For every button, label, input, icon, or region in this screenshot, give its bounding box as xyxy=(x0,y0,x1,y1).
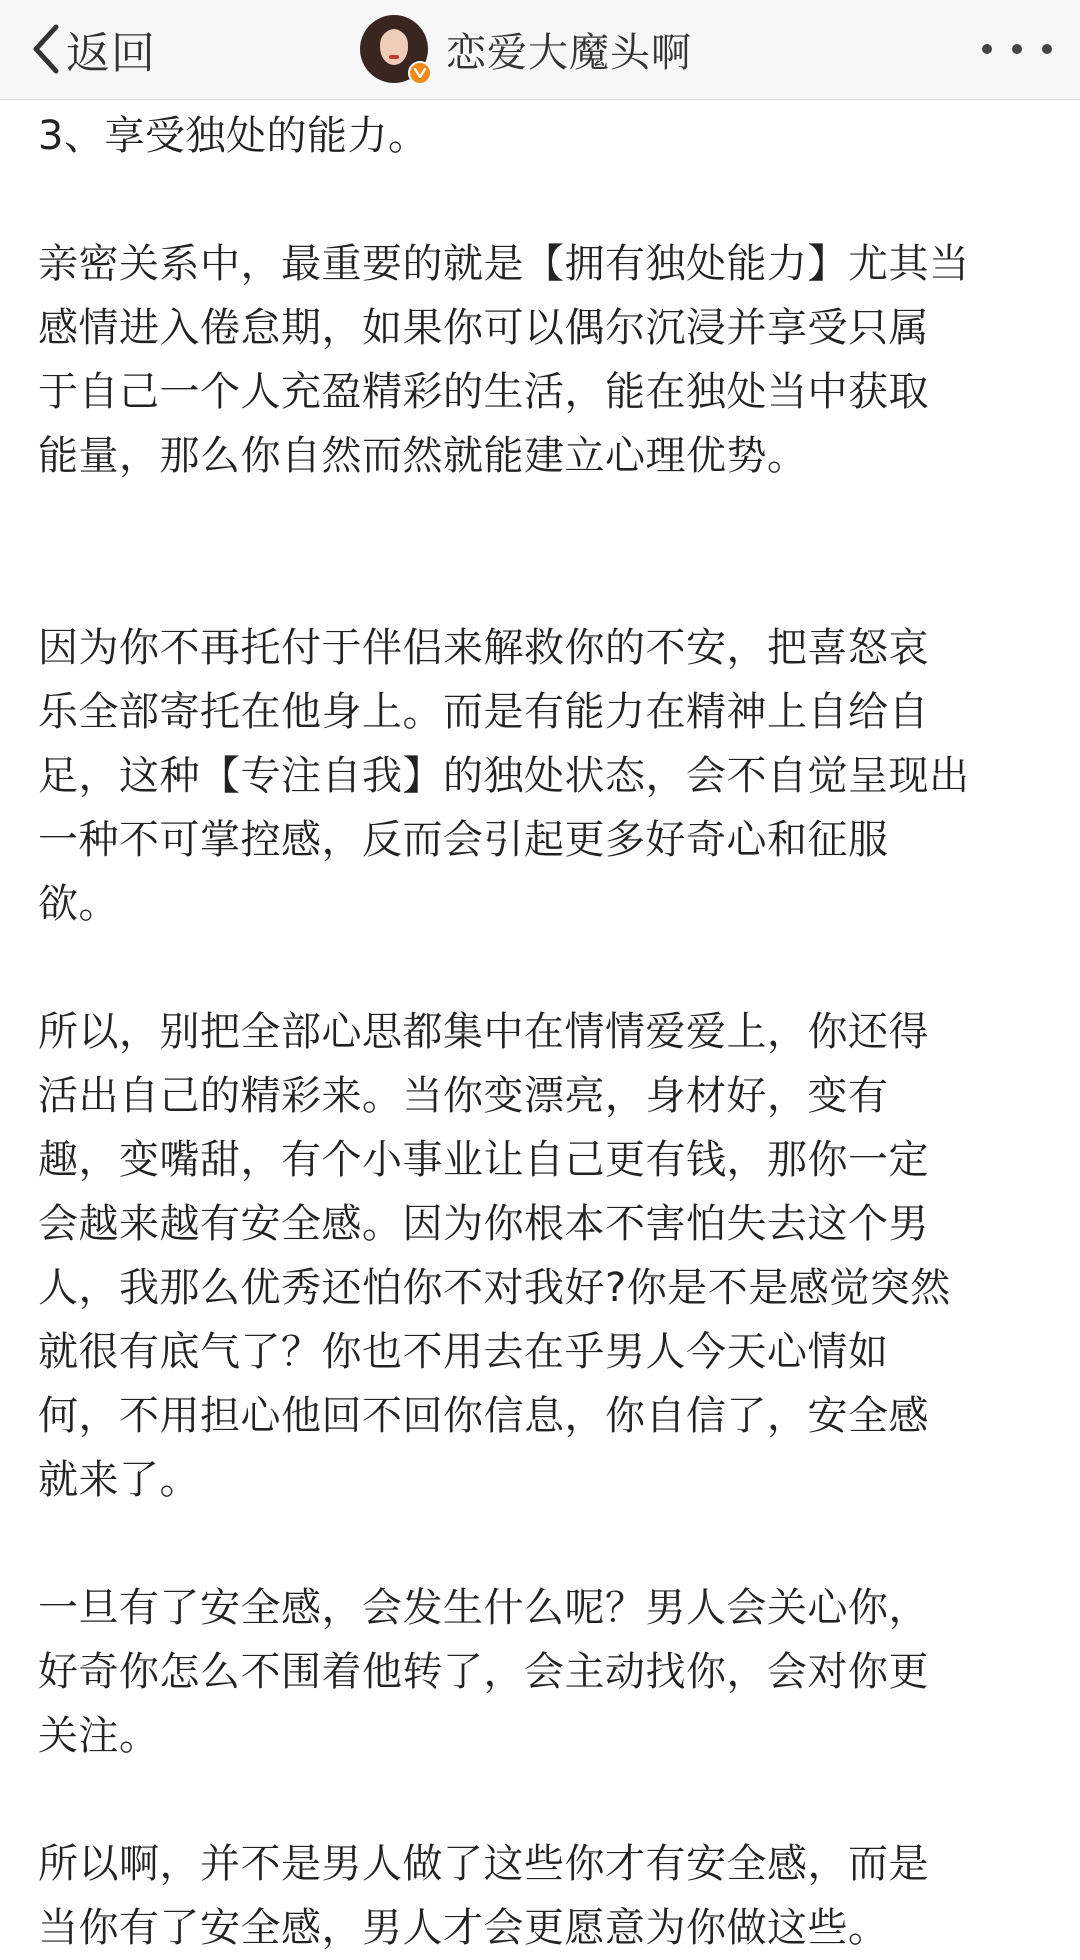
avatar-face xyxy=(380,29,408,65)
text-line: 会越来越有安全感。因为你根本不害怕失去这个男 xyxy=(38,1201,929,1247)
verified-badge-icon xyxy=(408,61,432,85)
text-line: 所以，别把全部心思都集中在情情爱爱上，你还得 xyxy=(38,1009,929,1055)
text-line: 感情进入倦怠期，如果你可以偶尔沉浸并享受只属 xyxy=(38,305,929,351)
text-line: 因为你不再托付于伴侣来解救你的不安，把喜怒哀 xyxy=(38,625,929,671)
text-line: 当你有了安全感，男人才会更愿意为你做这些。 xyxy=(38,1905,889,1951)
top-navigation-bar xyxy=(0,0,1080,100)
text-line: 就很有底气了？你也不用去在乎男人今天心情如 xyxy=(38,1329,889,1375)
dot-icon xyxy=(982,44,992,54)
text-line: 就来了。 xyxy=(38,1457,200,1503)
paragraph-5 xyxy=(38,1832,1048,1960)
text-line: 亲密关系中，最重要的就是【拥有独处能力】尤其当 xyxy=(38,241,970,287)
section-heading: 3、享受独处的能力。 xyxy=(38,113,429,159)
avatar-lips xyxy=(389,55,399,59)
text-line: 能量，那么你自然而然就能建立心理优势。 xyxy=(38,433,808,479)
text-line: 人，我那么优秀还怕你不对我好?你是不是感觉突然 xyxy=(38,1265,951,1311)
back-label: 返回 xyxy=(66,28,156,79)
text-line: 好奇你怎么不围着他转了，会主动找你，会对你更 xyxy=(38,1649,929,1695)
text-line: 欲。 xyxy=(38,881,119,927)
text-line: 活出自己的精彩来。当你变漂亮，身材好，变有 xyxy=(38,1073,889,1119)
paragraph-4 xyxy=(38,1576,1048,1768)
paragraph-3 xyxy=(38,1000,1048,1512)
back-button[interactable] xyxy=(30,14,156,84)
text-line: 乐全部寄托在他身上。而是有能力在精神上自给自 xyxy=(38,689,929,735)
more-options-button[interactable] xyxy=(982,24,1052,74)
account-name: 恋爱大魔头啊 xyxy=(446,29,692,76)
dot-icon xyxy=(1012,44,1022,54)
article-body xyxy=(38,104,1048,1960)
paragraph-1 xyxy=(38,232,1048,488)
text-line: 关注。 xyxy=(38,1713,160,1759)
text-line: 足，这种【专注自我】的独处状态，会不自觉呈现出 xyxy=(38,753,970,799)
text-line: 于自己一个人充盈精彩的生活，能在独处当中获取 xyxy=(38,369,929,415)
account-title[interactable] xyxy=(360,6,692,92)
chevron-left-icon xyxy=(30,23,60,75)
paragraph-2 xyxy=(38,616,1048,936)
text-line: 所以啊，并不是男人做了这些你才有安全感，而是 xyxy=(38,1841,929,1887)
text-line: 一旦有了安全感，会发生什么呢？男人会关心你， xyxy=(38,1585,929,1631)
text-line: 一种不可掌控感，反而会引起更多好奇心和征服 xyxy=(38,817,889,863)
text-line: 何，不用担心他回不回你信息，你自信了，安全感 xyxy=(38,1393,929,1439)
avatar[interactable] xyxy=(360,15,428,83)
dot-icon xyxy=(1042,44,1052,54)
text-line: 趣，变嘴甜，有个小事业让自己更有钱，那你一定 xyxy=(38,1137,929,1183)
